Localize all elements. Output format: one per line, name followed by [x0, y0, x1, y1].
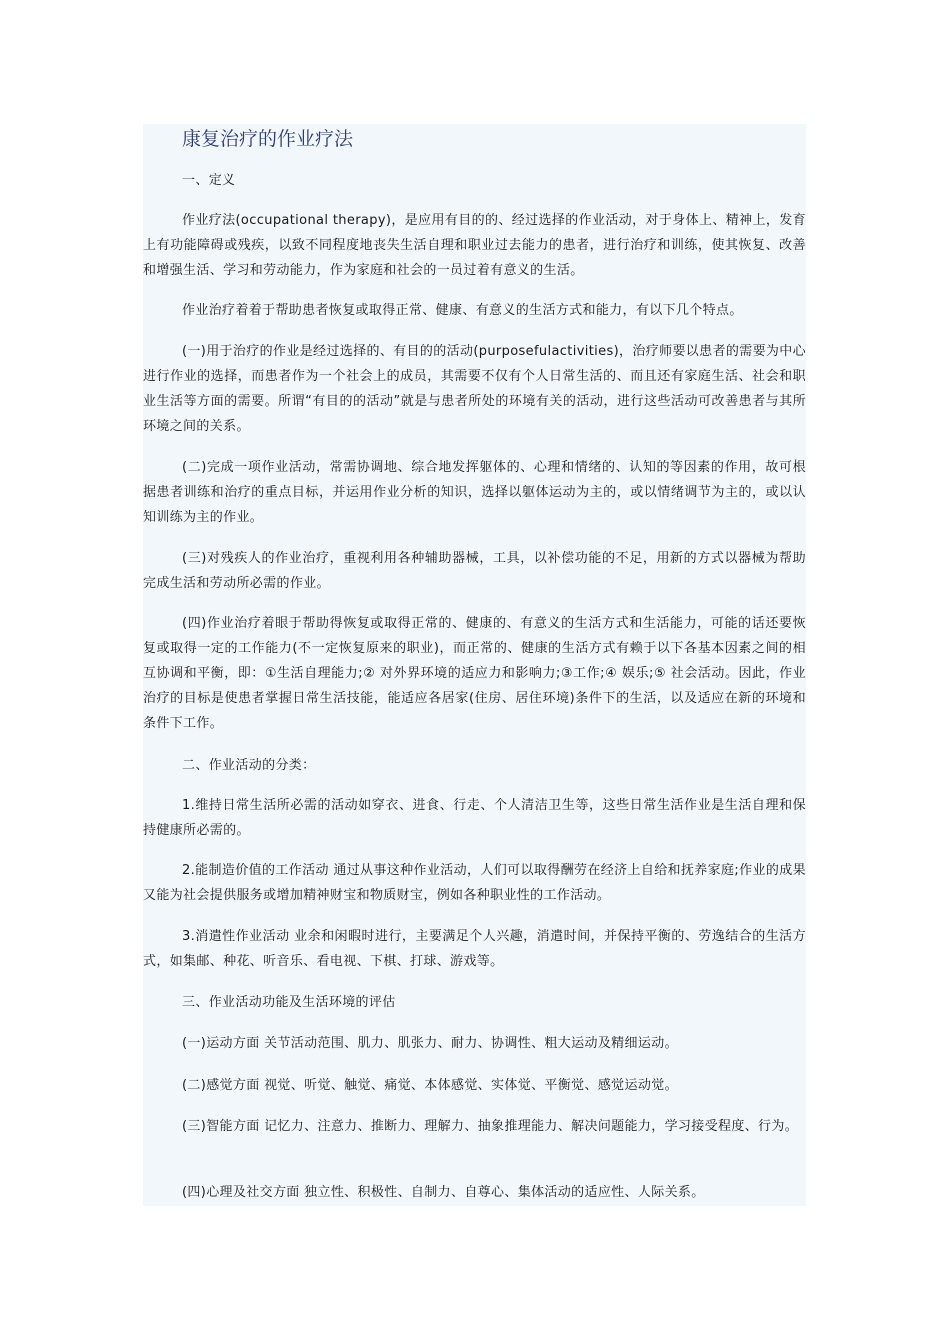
paragraph-classification-2: 2.能制造价值的工作活动 通过从事这种作业活动，人们可以取得酬劳在经济上自给和抚养家庭;作业的成果又能为社会提供服务或增加精神财宝和物质财宝，例如各种职业性的工作活动。 [143, 863, 806, 903]
paragraph-feature-3: (三)对残疾人的作业治疗，重视利用各种辅助器械，工具，以补偿功能的不足，用新的方式以器械为帮助完成生活和劳动所必需的作业。 [143, 551, 806, 591]
section-heading-classification: 二、作业活动的分类： [182, 758, 316, 773]
section-heading-assessment: 三、作业活动功能及生活环境的评估 [182, 995, 396, 1010]
paragraph-feature-2: (二)完成一项作业活动，常需协调地、综合地发挥躯体的、心理和情绪的、认知的等因素的作用，故可根据患者训练和治疗的重点目标，并运用作业分析的知识，选择以躯体运动为主的，或以情绪调节为主的，或以认知训练为主的作业。 [143, 460, 806, 525]
paragraph-classification-1: 1.维持日常生活所必需的活动如穿衣、进食、行走、个人清洁卫生等，这些日常生活作业是生活自理和保持健康所必需的。 [143, 798, 806, 838]
section-heading-definition: 一、定义 [182, 173, 236, 188]
paragraph-features-intro: 作业治疗着着于帮助患者恢复或取得正常、健康、有意义的生活方式和能力，有以下几个特点。 [182, 303, 743, 318]
paragraph-assessment-intellect: (三)智能方面 记忆力、注意力、推断力、理解力、抽象推理能力、解决问题能力，学习接受程度、行为。 [182, 1119, 799, 1134]
document-title: 康复治疗的作业疗法 [182, 128, 354, 150]
paragraph-feature-4: (四)作业治疗着眼于帮助得恢复或取得正常的、健康的、有意义的生活方式和生活能力，可能的话还要恢复或取得一定的工作能力(不一定恢复原来的职业)，而正常的、健康的生活方式有赖于以下各基本因素之间的相互协调和平衡，即：①生活自理能力;② 对外界环境的适应力和影响力;③工作;④ 娱乐;⑤ 社会活动。因此，作业治疗的目标是使患者掌握日常生活技能，能适应各居家(住房、居住环境)条件下的生活，以及适应在新的环境和条件下工作。 [143, 616, 806, 731]
paragraph-assessment-motor: (一)运动方面 关节活动范围、肌力、肌张力、耐力、协调性、粗大运动及精细运动。 [182, 1036, 678, 1051]
paragraph-classification-3: 3.消遣性作业活动 业余和闲暇时进行，主要满足个人兴趣，消遣时间，并保持平衡的、劳逸结合的生活方式，如集邮、种花、听音乐、看电视、下棋、打球、游戏等。 [143, 929, 806, 969]
document-content [143, 124, 806, 1206]
paragraph-assessment-psychosocial: (四)心理及社交方面 独立性、积极性、自制力、自尊心、集体活动的适应性、人际关系。 [182, 1185, 705, 1200]
paragraph-definition: 作业疗法(occupational therapy)，是应用有目的的、经过选择的作业活动，对于身体上、精神上，发育上有功能障碍或残疾，以致不同程度地丧失生活自理和职业过去能力的患者，进行治疗和训练，使其恢复、改善和增强生活、学习和劳动能力，作为家庭和社会的一员过着有意义的生活。 [143, 213, 806, 278]
paragraph-feature-1: (一)用于治疗的作业是经过选择的、有目的的活动(purposefulactivities)，治疗师要以患者的需要为中心进行作业的选择，而患者作为一个社会上的成员，其需要不仅有个人日常生活的、而且还有家庭生活、社会和职业生活等方面的需要。所谓“有目的的活动”就是与患者所处的环境有关的活动，进行这些活动可改善患者与其所环境之间的关系。 [143, 344, 806, 434]
paragraph-assessment-sensory: (二)感觉方面 视觉、听觉、触觉、痛觉、本体感觉、实体觉、平衡觉、感觉运动觉。 [182, 1078, 678, 1093]
